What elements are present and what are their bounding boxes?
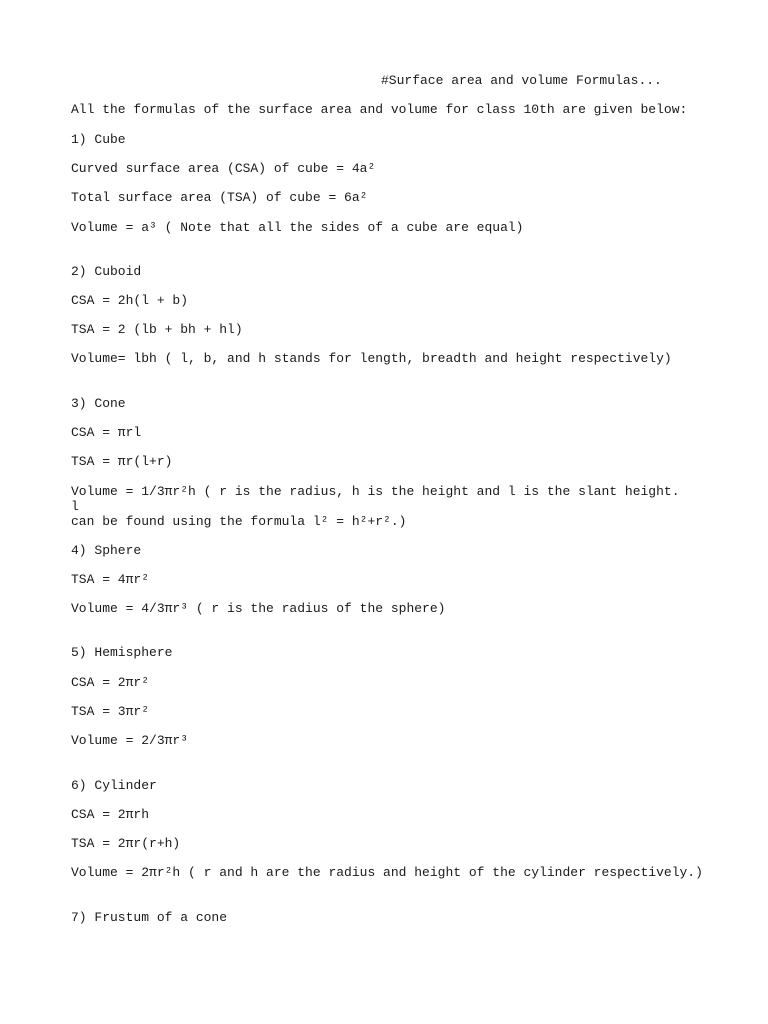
formula-line: TSA = 2 (lb + bh + hl) — [71, 322, 243, 337]
formula-line: TSA = 3πr² — [71, 704, 150, 719]
formula-line: Volume = 2πr²h ( r and h are the radius and height of the cylinder respectively.) — [71, 865, 703, 880]
formula-line: TSA = 4πr² — [71, 572, 150, 587]
formula-line: TSA = πr(l+r) — [71, 454, 173, 469]
formula-line: Curved surface area (CSA) of cube = 4a² — [71, 161, 376, 176]
formula-line: CSA = 2πr² — [71, 675, 150, 690]
section-heading-cone: 3) Cone — [71, 396, 126, 411]
section-heading-cylinder: 6) Cylinder — [71, 778, 157, 793]
formula-line: Volume = 1/3πr²h ( r is the radius, h is the height and l is the slant height. l can be found using the formula l² = h²+r².) — [71, 484, 680, 529]
formula-line: CSA = 2h(l + b) — [71, 293, 189, 308]
formula-line: CSA = πrl — [71, 425, 142, 440]
formula-line: Total surface area (TSA) of cube = 6a² — [71, 190, 368, 205]
section-heading-sphere: 4) Sphere — [71, 543, 142, 558]
document-title: #Surface area and volume Formulas... — [381, 73, 662, 88]
formula-line: Volume= lbh ( l, b, and h stands for length, breadth and height respectively) — [71, 351, 672, 366]
section-heading-cuboid: 2) Cuboid — [71, 264, 142, 279]
section-heading-cube: 1) Cube — [71, 132, 126, 147]
section-heading-hemisphere: 5) Hemisphere — [71, 645, 173, 660]
section-heading-frustum: 7) Frustum of a cone — [71, 910, 228, 925]
formula-line: Volume = 2/3πr³ — [71, 733, 189, 748]
formula-line: Volume = a³ ( Note that all the sides of a cube are equal) — [71, 220, 524, 235]
formula-line: Volume = 4/3πr³ ( r is the radius of the sphere) — [71, 601, 446, 616]
intro-text: All the formulas of the surface area and volume for class 10th are given below: — [71, 102, 688, 117]
formula-line: TSA = 2πr(r+h) — [71, 836, 181, 851]
formula-line: CSA = 2πrh — [71, 807, 150, 822]
